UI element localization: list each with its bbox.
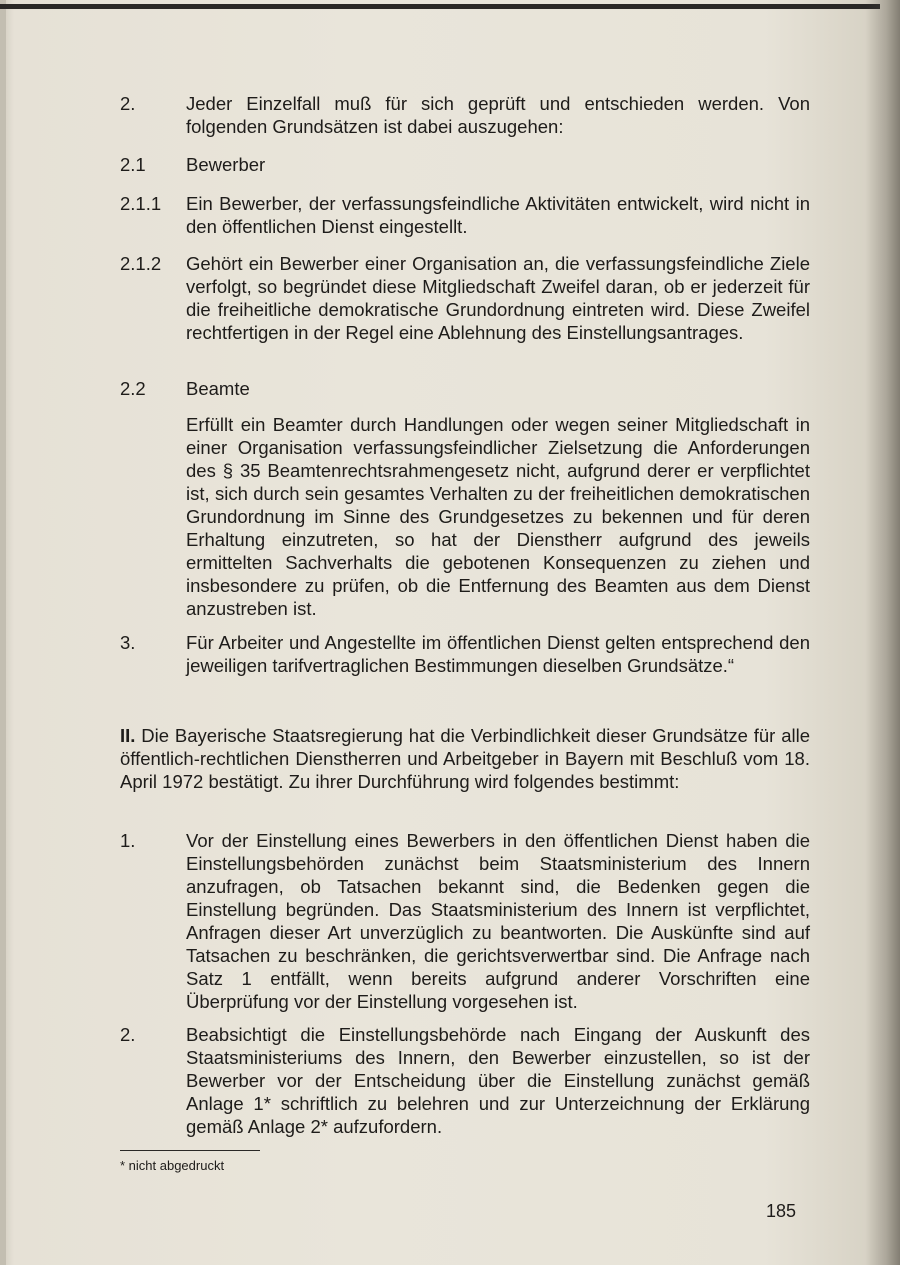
paragraph-heading: Beamte (186, 378, 250, 399)
book-spine-shadow (866, 0, 900, 1265)
paragraph-2-2 (120, 377, 810, 400)
paragraph-3 (120, 631, 810, 677)
section-ii-body: Die Bayerische Staatsregierung hat die Verbindlichkeit dieser Grundsätze für alle öffentlich-rechtlichen Dienstherren und Arbeitgeber in Bayern mit Beschluß vom 18. April 1972 bestätigt. Zu ihrer Durchführung wird folgendes bestimmt: (120, 725, 810, 792)
item-text: Vor der Einstellung eines Bewerbers in den öffentlichen Dienst haben die Einstellungsbehörden zunächst beim Staatsministerium des Innern anzufragen, ob Tatsachen bekannt sind, die Bedenken gegen die Einstellung begründen. Das Staatsministerium des Innern ist verpflichtet, Anfragen dieser Art unverzüglich zu beantworten. Die Auskünfte sind auf Tatsachen zu beschränken, die gerichtsverwertbar sind. Die Anfrage nach Satz 1 entfällt, wenn bereits aufgrund anderer Vorschriften eine Überprüfung vor der Einstellung vorgesehen ist. (186, 830, 810, 1012)
paragraph-2 (120, 92, 810, 138)
item-1 (120, 829, 810, 1013)
item-text: Beabsichtigt die Einstellungsbehörde nach Eingang der Auskunft des Staatsministeriums des Innern, den Bewerber einzustellen, so ist der Bewerber vor der Entscheidung über die Einstellung zunächst gemäß Anlage 1* schriftlich zu belehren und zur Unterzeichnung der Erklärung gemäß Anlage 2* aufzufordern. (186, 1024, 810, 1137)
page-left-edge (0, 0, 6, 1265)
paragraph-2-1-1 (120, 192, 810, 238)
paragraph-text: Für Arbeiter und Angestellte im öffentlichen Dienst gelten entsprechend den jeweiligen tarifvertraglichen Bestimmungen dieselben Grundsätze.“ (186, 632, 810, 676)
paragraph-heading: Bewerber (186, 154, 266, 175)
paragraph-number: 2.1 (120, 154, 146, 175)
paragraph-number: 3. (120, 632, 136, 653)
paragraph-2-1 (120, 153, 810, 176)
footnote-rule (120, 1150, 260, 1151)
item-number: 1. (120, 830, 136, 851)
item-2 (120, 1023, 810, 1138)
paragraph-number: 2.1.1 (120, 193, 162, 214)
section-ii-text (120, 724, 810, 793)
item-number: 2. (120, 1024, 136, 1045)
paragraph-2-1-2 (120, 252, 810, 344)
paragraph-number: 2. (120, 93, 136, 114)
section-ii-marker: II. (120, 725, 136, 746)
paragraph-number: 2.1.2 (120, 253, 162, 274)
paragraph-text: Erfüllt ein Beamter durch Handlungen oder wegen seiner Mitgliedschaft in einer Organisation verfassungsfeindlicher Zielsetzung die Anforderungen des § 35 Beamtenrechtsrahmengesetz nicht, aufgrund derer er verpflichtet ist, sich durch sein gesamtes Verhalten zu der freiheitlichen demokratischen Grundordnung im Sinne des Grundgesetzes zu bekennen und für deren Erhaltung einzutreten, so hat der Dienstherr aufgrund des jeweils ermittelten Sachverhalts die gebotenen Konsequenzen zu ziehen und insbesondere zu prüfen, ob die Entfernung des Beamten aus dem Dienst anzustreben ist. (186, 414, 810, 619)
paragraph-number: 2.2 (120, 378, 146, 399)
paragraph-text: Ein Bewerber, der verfassungsfeindliche Aktivitäten entwickelt, wird nicht in den öffentlichen Dienst eingestellt. (186, 193, 810, 237)
paragraph-text: Jeder Einzelfall muß für sich geprüft und entschieden werden. Von folgenden Grundsätzen ist dabei auszugehen: (186, 93, 810, 137)
page-number: 185 (766, 1201, 797, 1221)
paragraph-text: Gehört ein Bewerber einer Organisation an, die verfassungsfeindliche Ziele verfolgt, so begründet diese Mitgliedschaft Zweifel daran, ob er jederzeit für die freiheitliche demokratische Grundordnung eintreten wird. Diese Zweifel rechtfertigen in der Regel eine Ablehnung des Einstellungsantrages. (186, 253, 810, 343)
section-ii (120, 724, 810, 793)
paragraph-2-2-body (120, 413, 810, 620)
top-rule (0, 4, 880, 9)
footnote: * nicht abgedruckt (120, 1158, 225, 1173)
